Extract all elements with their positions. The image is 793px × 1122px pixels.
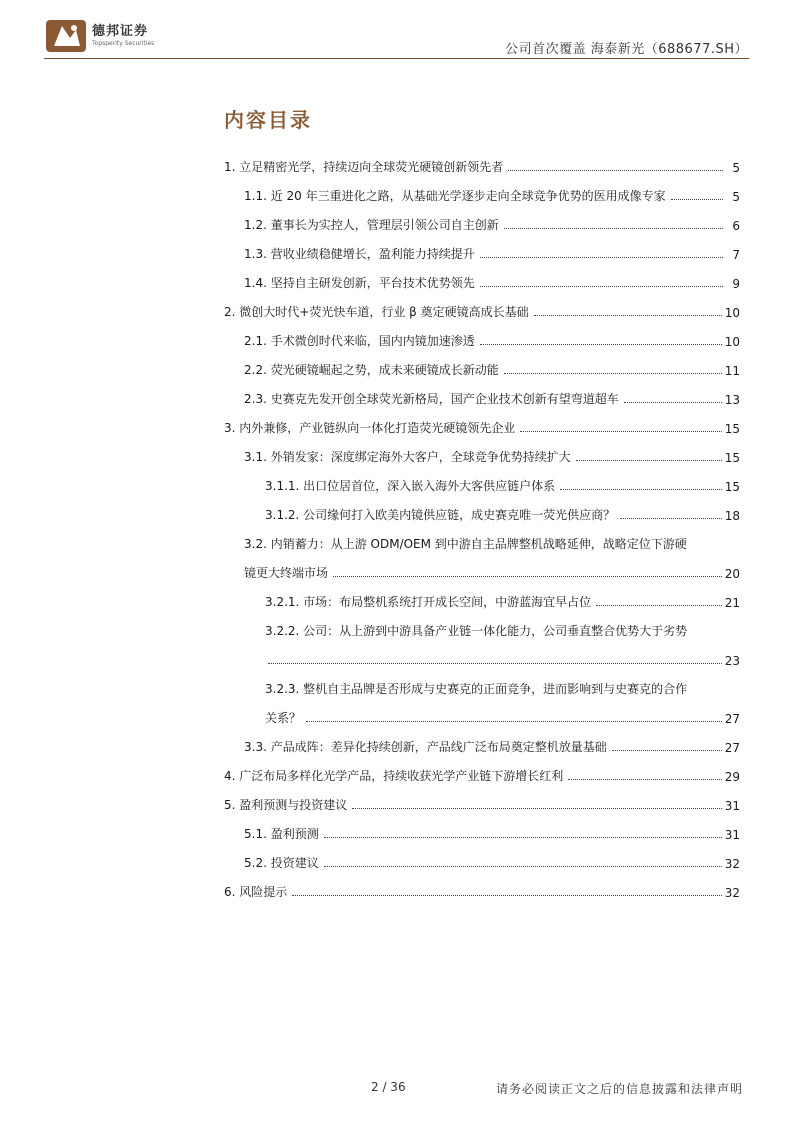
toc-entry[interactable] [224, 668, 740, 697]
toc-leader [612, 750, 722, 751]
toc-entry-continued[interactable] [224, 552, 740, 581]
toc-entry[interactable] [224, 465, 740, 494]
toc-entry-page: 5 [732, 161, 740, 175]
toc-entry[interactable] [224, 784, 740, 813]
toc-leader [671, 199, 723, 200]
toc-entry-page: 18 [724, 509, 740, 523]
toc-entry-label: 3.2.2. 公司：从上游到中游具备产业链一体化能力，公司垂直整合优势大于劣势 [265, 624, 688, 638]
toc-entry-page: 27 [724, 712, 740, 726]
toc-entry-label: 3.1.2. 公司缘何打入欧美内镜供应链，成史赛克唯一荧光供应商？ [265, 508, 616, 522]
toc-entry[interactable] [224, 204, 740, 233]
toc-entry-label-cont: 镜更大终端市场 [244, 566, 329, 580]
toc-entry-label: 3.2. 内销蓄力：从上游 ODM/OEM 到中游自主品牌整机战略延伸，战略定位下游硬 [244, 537, 687, 551]
toc-entry-label: 3.2.3. 整机自主品牌是否形成与史赛克的正面竞争，进而影响到与史赛克的合作 [265, 682, 688, 696]
toc-entry-page: 10 [724, 306, 740, 320]
toc-leader [576, 460, 722, 461]
toc-entry-label: 1.3. 营收业绩稳健增长，盈利能力持续提升 [244, 247, 475, 261]
toc-entry-label: 3. 内外兼修，产业链纵向一体化打造荧光硬镜领先企业 [224, 421, 516, 435]
toc-leader [480, 286, 723, 287]
toc-entry-label: 1.1. 近 20 年三重进化之路，从基础光学逐步走向全球竞争优势的医用成像专家 [244, 189, 666, 203]
toc-entry-page: 29 [724, 770, 740, 784]
logo-mark-icon [44, 16, 88, 56]
toc-entry[interactable] [224, 581, 740, 610]
toc-entry-page: 6 [732, 219, 740, 233]
toc-leader [480, 257, 723, 258]
toc-leader [292, 895, 721, 896]
toc-entry[interactable] [224, 291, 740, 320]
toc-entry-page: 15 [724, 480, 740, 494]
toc-leader [624, 402, 722, 403]
toc-entry-label: 5.1. 盈利预测 [244, 827, 319, 841]
toc-entry-page: 7 [732, 248, 740, 262]
toc-leader [508, 170, 723, 171]
toc-entry-continued[interactable] [224, 697, 740, 726]
toc-entry-label: 6. 风险提示 [224, 885, 288, 899]
toc-entry[interactable] [224, 726, 740, 755]
toc-entry[interactable] [224, 813, 740, 842]
toc-leader [324, 866, 722, 867]
header-divider [44, 58, 749, 59]
toc-entry-label: 2.1. 手术微创时代来临，国内内镜加速渗透 [244, 334, 475, 348]
toc-entry-page: 31 [724, 799, 740, 813]
toc-leader [568, 779, 721, 780]
toc-entry-page: 5 [732, 190, 740, 204]
toc-leader [324, 837, 722, 838]
toc-leader [504, 373, 722, 374]
toc-entry[interactable] [224, 755, 740, 784]
toc-entry[interactable] [224, 262, 740, 291]
toc-leader [520, 431, 721, 432]
page-number: 2 / 36 [371, 1080, 406, 1094]
logo-name-cn: 德邦证券 [92, 24, 149, 39]
toc-entry-label-cont: 关系？ [265, 711, 302, 725]
toc-entry-page: 20 [724, 567, 740, 581]
toc-entry-label: 3.1. 外销发家：深度绑定海外大客户，全球竞争优势持续扩大 [244, 450, 571, 464]
toc-entry[interactable] [224, 494, 740, 523]
toc-entry-page: 9 [732, 277, 740, 291]
toc-entry-label: 3.1.1. 出口位居首位，深入嵌入海外大客供应链户体系 [265, 479, 556, 493]
toc-entry-page: 15 [724, 451, 740, 465]
toc-leader [534, 315, 722, 316]
toc-entry-continued[interactable] [224, 639, 740, 668]
company-logo [44, 16, 154, 56]
toc-entry[interactable] [224, 842, 740, 871]
toc-entry-label: 1.2. 董事长为实控人，管理层引领公司自主创新 [244, 218, 499, 232]
toc-entry[interactable] [224, 871, 740, 900]
toc-entry-label: 2.3. 史赛克先发开创全球荧光新格局，国产企业技术创新有望弯道超车 [244, 392, 619, 406]
toc-entry-label: 2.2. 荧光硬镜崛起之势，成未来硬镜成长新动能 [244, 363, 499, 377]
toc-entry-label: 2. 微创大时代+荧光快车道，行业 β 奠定硬镜高成长基础 [224, 305, 529, 319]
toc-entry[interactable] [224, 233, 740, 262]
page-header [0, 0, 793, 66]
toc-entry-page: 27 [724, 741, 740, 755]
toc-entry-page: 31 [724, 828, 740, 842]
toc-leader [352, 808, 721, 809]
toc-entry[interactable] [224, 436, 740, 465]
toc-entry-label: 3.3. 产品成阵：差异化持续创新，产品线广泛布局奠定整机放量基础 [244, 740, 607, 754]
toc-entry[interactable] [224, 175, 740, 204]
disclaimer-note: 请务必阅读正文之后的信息披露和法律声明 [495, 1082, 743, 1096]
toc-entry-page: 32 [724, 886, 740, 900]
report-title: 公司首次覆盖 海泰新光（688677.SH） [505, 42, 748, 57]
toc-entry-page: 15 [724, 422, 740, 436]
toc-leader [504, 228, 723, 229]
toc-leader [480, 344, 722, 345]
toc-entry[interactable] [224, 349, 740, 378]
toc-entry-page: 10 [724, 335, 740, 349]
toc-entry-label: 4. 广泛布局多样化光学产品，持续收获光学产业链下游增长红利 [224, 769, 564, 783]
toc-entry-page: 21 [724, 596, 740, 610]
toc-entry-page: 23 [724, 654, 740, 668]
logo-name-en: Topsperity Securities [92, 40, 155, 47]
toc-entry-label: 3.2.1. 市场：布局整机系统打开成长空间，中游蓝海宜早占位 [265, 595, 592, 609]
toc-leader [620, 518, 722, 519]
toc-leader [333, 576, 722, 577]
toc-entry[interactable] [224, 320, 740, 349]
toc-entry[interactable] [224, 610, 740, 639]
toc-entry[interactable] [224, 407, 740, 436]
toc-entry[interactable] [224, 378, 740, 407]
toc-leader [596, 605, 722, 606]
toc-entry-label: 5.2. 投资建议 [244, 856, 319, 870]
toc-entry-label: 5. 盈利预测与投资建议 [224, 798, 348, 812]
toc-leader [268, 663, 722, 664]
toc-entry-page: 32 [724, 857, 740, 871]
toc-leader [306, 721, 722, 722]
toc-entry-label: 1. 立足精密光学，持续迈向全球荧光硬镜创新领先者 [224, 160, 504, 174]
table-of-contents [224, 146, 740, 900]
toc-entry-label: 1.4. 坚持自主研发创新，平台技术优势领先 [244, 276, 475, 290]
toc-entry[interactable] [224, 146, 740, 175]
toc-entry-page: 11 [724, 364, 740, 378]
toc-heading: 内容目录 [224, 108, 312, 132]
toc-leader [560, 489, 722, 490]
toc-entry[interactable] [224, 523, 740, 552]
toc-entry-page: 13 [724, 393, 740, 407]
